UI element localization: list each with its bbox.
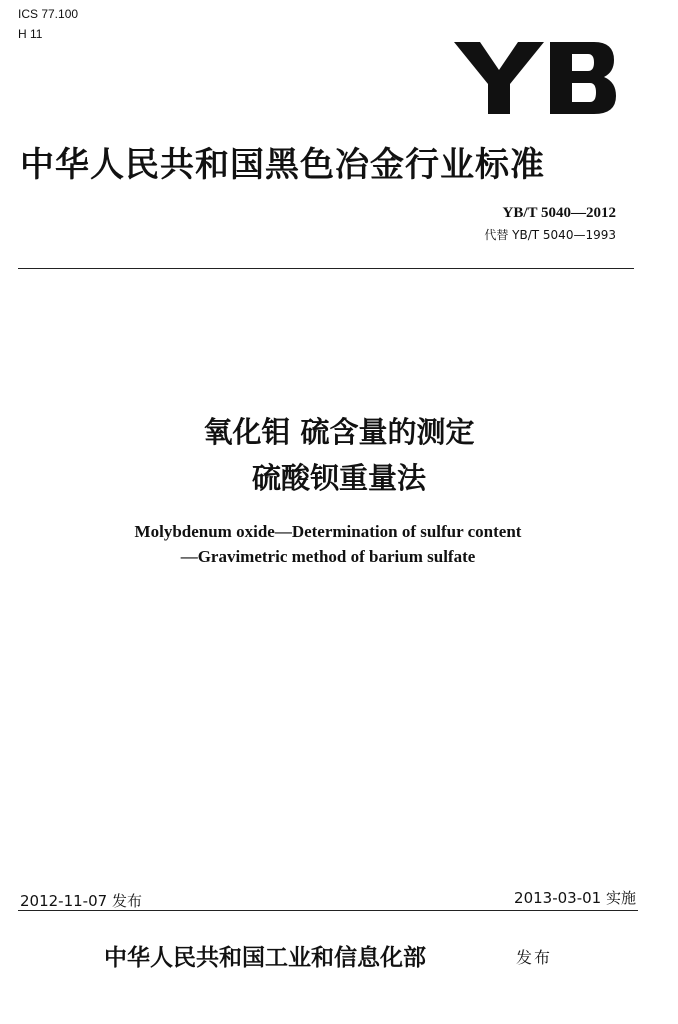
implementation-date: 2013-03-01 实施 <box>514 889 636 907</box>
ccs-code: H 11 <box>18 27 43 41</box>
title-chinese-line-2: 硫酸钡重量法 <box>251 461 426 495</box>
publish-label: 发布 <box>516 948 553 967</box>
replaces-standard: 代替 YB/T 5040—1993 <box>484 228 616 242</box>
title-english-line-2: —Gravimetric method of barium sulfate <box>180 547 476 566</box>
issue-date: 2012-11-07 发布 <box>20 892 142 910</box>
issuing-authority: 中华人民共和国工业和信息化部 <box>104 944 426 971</box>
title-chinese-line-1: 氧化钼 硫含量的测定 <box>203 415 475 449</box>
footer-divider <box>18 910 638 911</box>
industry-standard-title: 中华人民共和国黑色冶金行业标准 <box>20 145 545 185</box>
yb-logo <box>452 40 616 116</box>
ics-code: ICS 77.100 <box>18 7 79 21</box>
standard-number: YB/T 5040—2012 <box>502 205 616 221</box>
header-divider <box>18 268 634 269</box>
title-english-line-1: Molybdenum oxide—Determination of sulfur content <box>134 522 522 541</box>
